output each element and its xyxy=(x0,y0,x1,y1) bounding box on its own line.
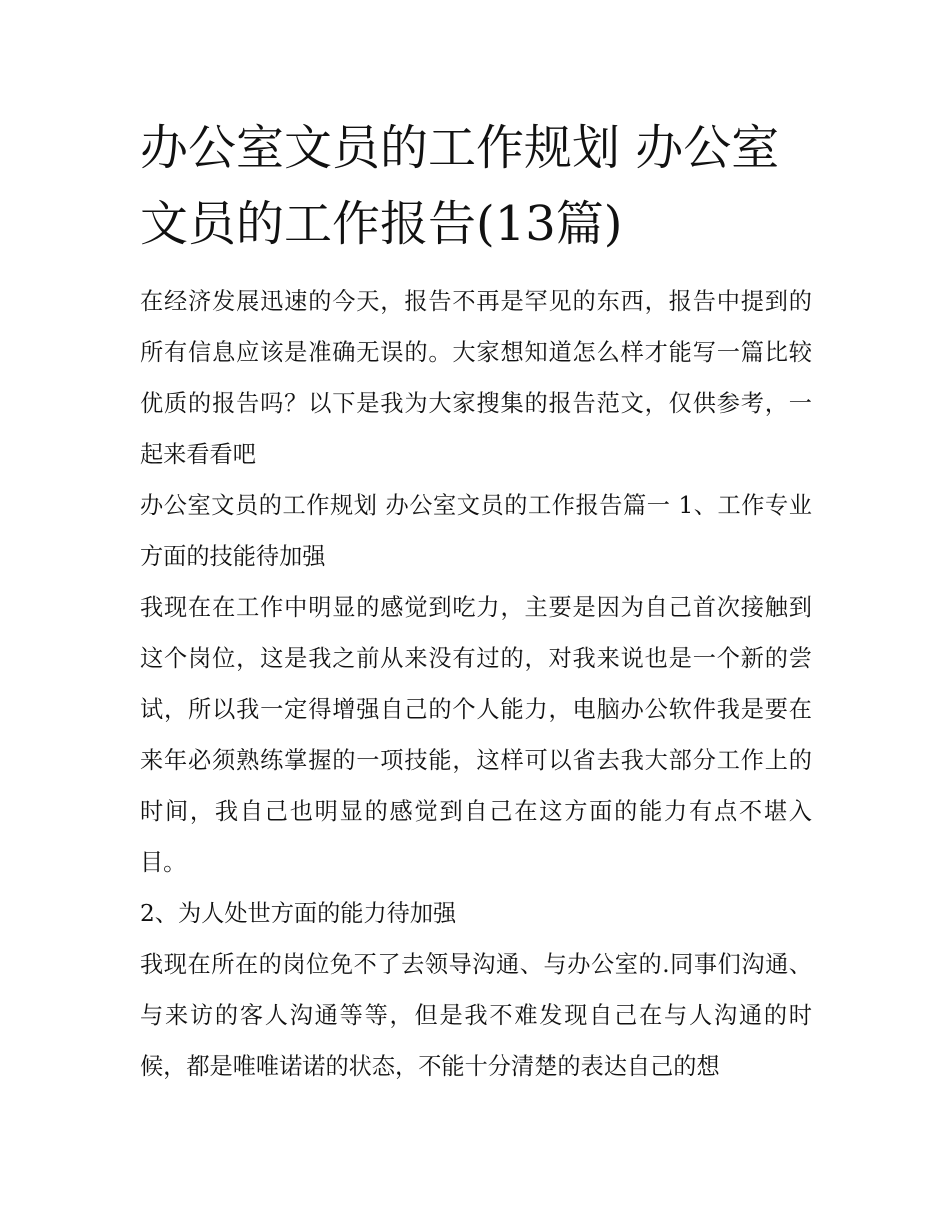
section-heading-1: 办公室文员的工作规划 办公室文员的工作报告篇一 1、工作专业方面的技能待加强 xyxy=(140,492,812,570)
intro-paragraph: 在经济发展迅速的今天，报告不再是罕见的东西，报告中提到的所有信息应该是准确无误的。大家想知道怎么样才能写一篇比较优质的报告吗？以下是我为大家搜集的报告范文，仅供参考，一起来看看吧 xyxy=(140,288,812,468)
section-heading-2: 2、为人处世方面的能力待加强 xyxy=(140,900,457,927)
document-title: 办公室文员的工作规划 办公室文员的工作报告(13篇) xyxy=(140,120,780,252)
document-page xyxy=(140,110,812,1092)
body-paragraph-2: 我现在所在的岗位免不了去领导沟通、与办公室的.同事们沟通、与来访的客人沟通等等，但是我不难发现自己在与人沟通的时候，都是唯唯诺诺的状态，不能十分清楚的表达自己的想 xyxy=(140,951,812,1080)
body-paragraph-1: 我现在在工作中明显的感觉到吃力，主要是因为自己首次接触到这个岗位，这是我之前从来没有过的，对我来说也是一个新的尝试，所以我一定得增强自己的个人能力，电脑办公软件我是要在来年必须熟练掌握的一项技能，这样可以省去我大部分工作上的时间，我自己也明显的感觉到自己在这方面的能力有点不堪入目。 xyxy=(140,594,812,876)
